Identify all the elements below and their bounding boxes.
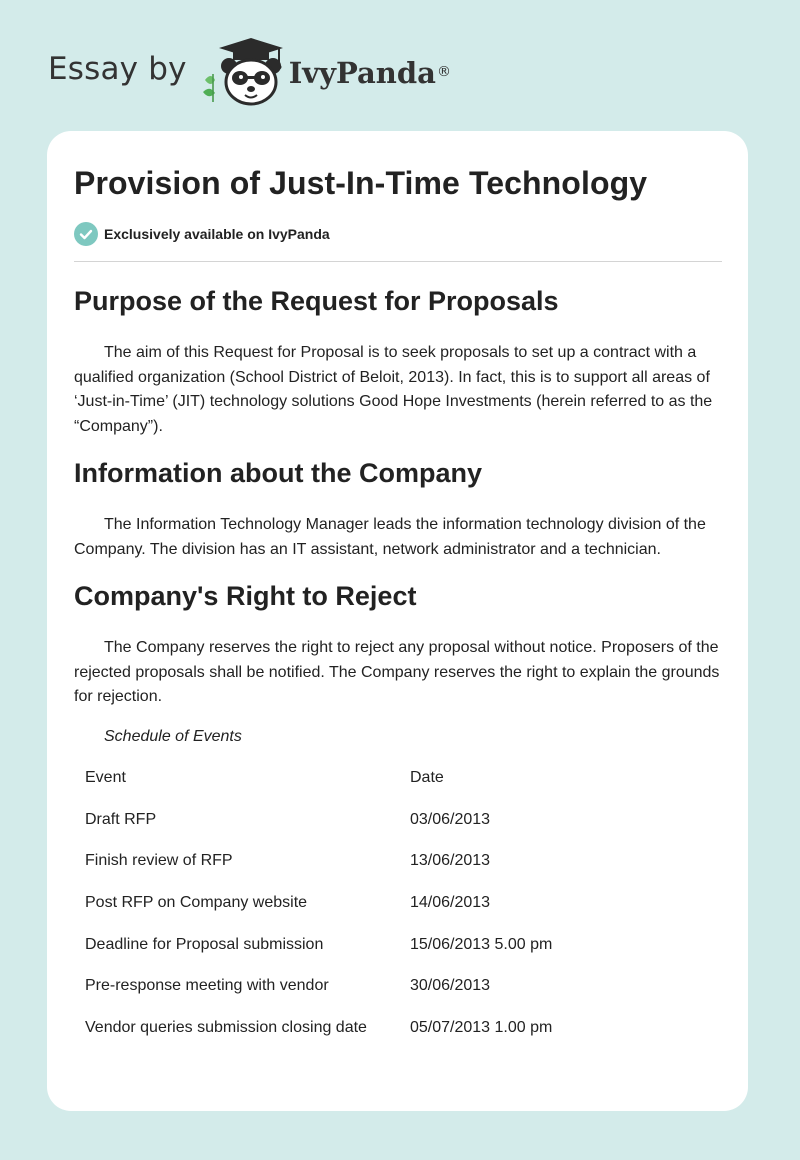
table-header-row <box>74 758 594 800</box>
section-purpose <box>74 283 722 439</box>
table-row <box>74 841 594 883</box>
column-header-date: Date <box>410 769 444 787</box>
table-row <box>74 924 594 966</box>
schedule-table <box>74 758 594 1049</box>
event-cell: Draft RFP <box>85 810 157 828</box>
registered-mark: ® <box>436 64 451 80</box>
brand-name: IvyPanda <box>288 56 436 90</box>
section-heading: Purpose of the Request for Proposals <box>74 286 559 316</box>
exclusive-badge <box>74 222 330 246</box>
date-cell: 15/06/2013 5.00 pm <box>410 935 553 953</box>
table-row <box>74 882 594 924</box>
date-cell: 03/06/2013 <box>410 810 491 828</box>
table-row <box>74 799 594 841</box>
section-heading: Information about the Company <box>74 458 482 488</box>
event-cell: Finish review of RFP <box>85 852 233 870</box>
section-paragraph: The Information Technology Manager leads the information technology division of the Company. The division has an IT assistant, network administrator and a technician. <box>74 516 706 558</box>
section-heading: Company's Right to Reject <box>74 581 417 611</box>
section-paragraph: The aim of this Request for Proposal is to seek proposals to set up a contract with a qualified organization (School District of Beloit, 2013). In fact, this is to support all areas of ‘Just-in-Time’ (JIT) technology solutions Good Hope Investments (herein referred to as the “Company”). <box>74 344 713 435</box>
event-cell: Vendor queries submission closing date <box>85 1018 367 1036</box>
event-cell: Deadline for Proposal submission <box>85 935 324 953</box>
event-cell: Post RFP on Company website <box>85 894 308 912</box>
section-company-info <box>74 455 722 562</box>
site-header <box>48 36 451 108</box>
date-cell: 14/06/2013 <box>410 894 491 912</box>
essay-title: Provision of Just-In-Time Technology <box>74 165 648 201</box>
table-row <box>74 965 594 1007</box>
schedule-caption: Schedule of Events <box>104 727 242 745</box>
date-cell: 30/06/2013 <box>410 977 491 995</box>
date-cell: 13/06/2013 <box>410 852 491 870</box>
essay-body <box>74 283 722 1049</box>
check-circle-icon <box>74 222 98 246</box>
section-right-to-reject <box>74 578 722 710</box>
section-paragraph: The Company reserves the right to reject any proposal without notice. Proposers of the rejected proposals shall be notified. The Company reserves the right to explain the grounds for rejection. <box>74 639 720 705</box>
event-cell: Pre-response meeting with vendor <box>85 977 329 995</box>
exclusive-badge-label: Exclusively available on IvyPanda <box>104 226 330 242</box>
essay-card <box>47 131 748 1111</box>
essay-by-label: Essay by <box>48 51 187 87</box>
table-row <box>74 1007 594 1049</box>
title-divider <box>74 261 722 262</box>
column-header-event: Event <box>85 769 126 787</box>
panda-graduate-icon <box>199 36 289 108</box>
date-cell: 05/07/2013 1.00 pm <box>410 1018 553 1036</box>
